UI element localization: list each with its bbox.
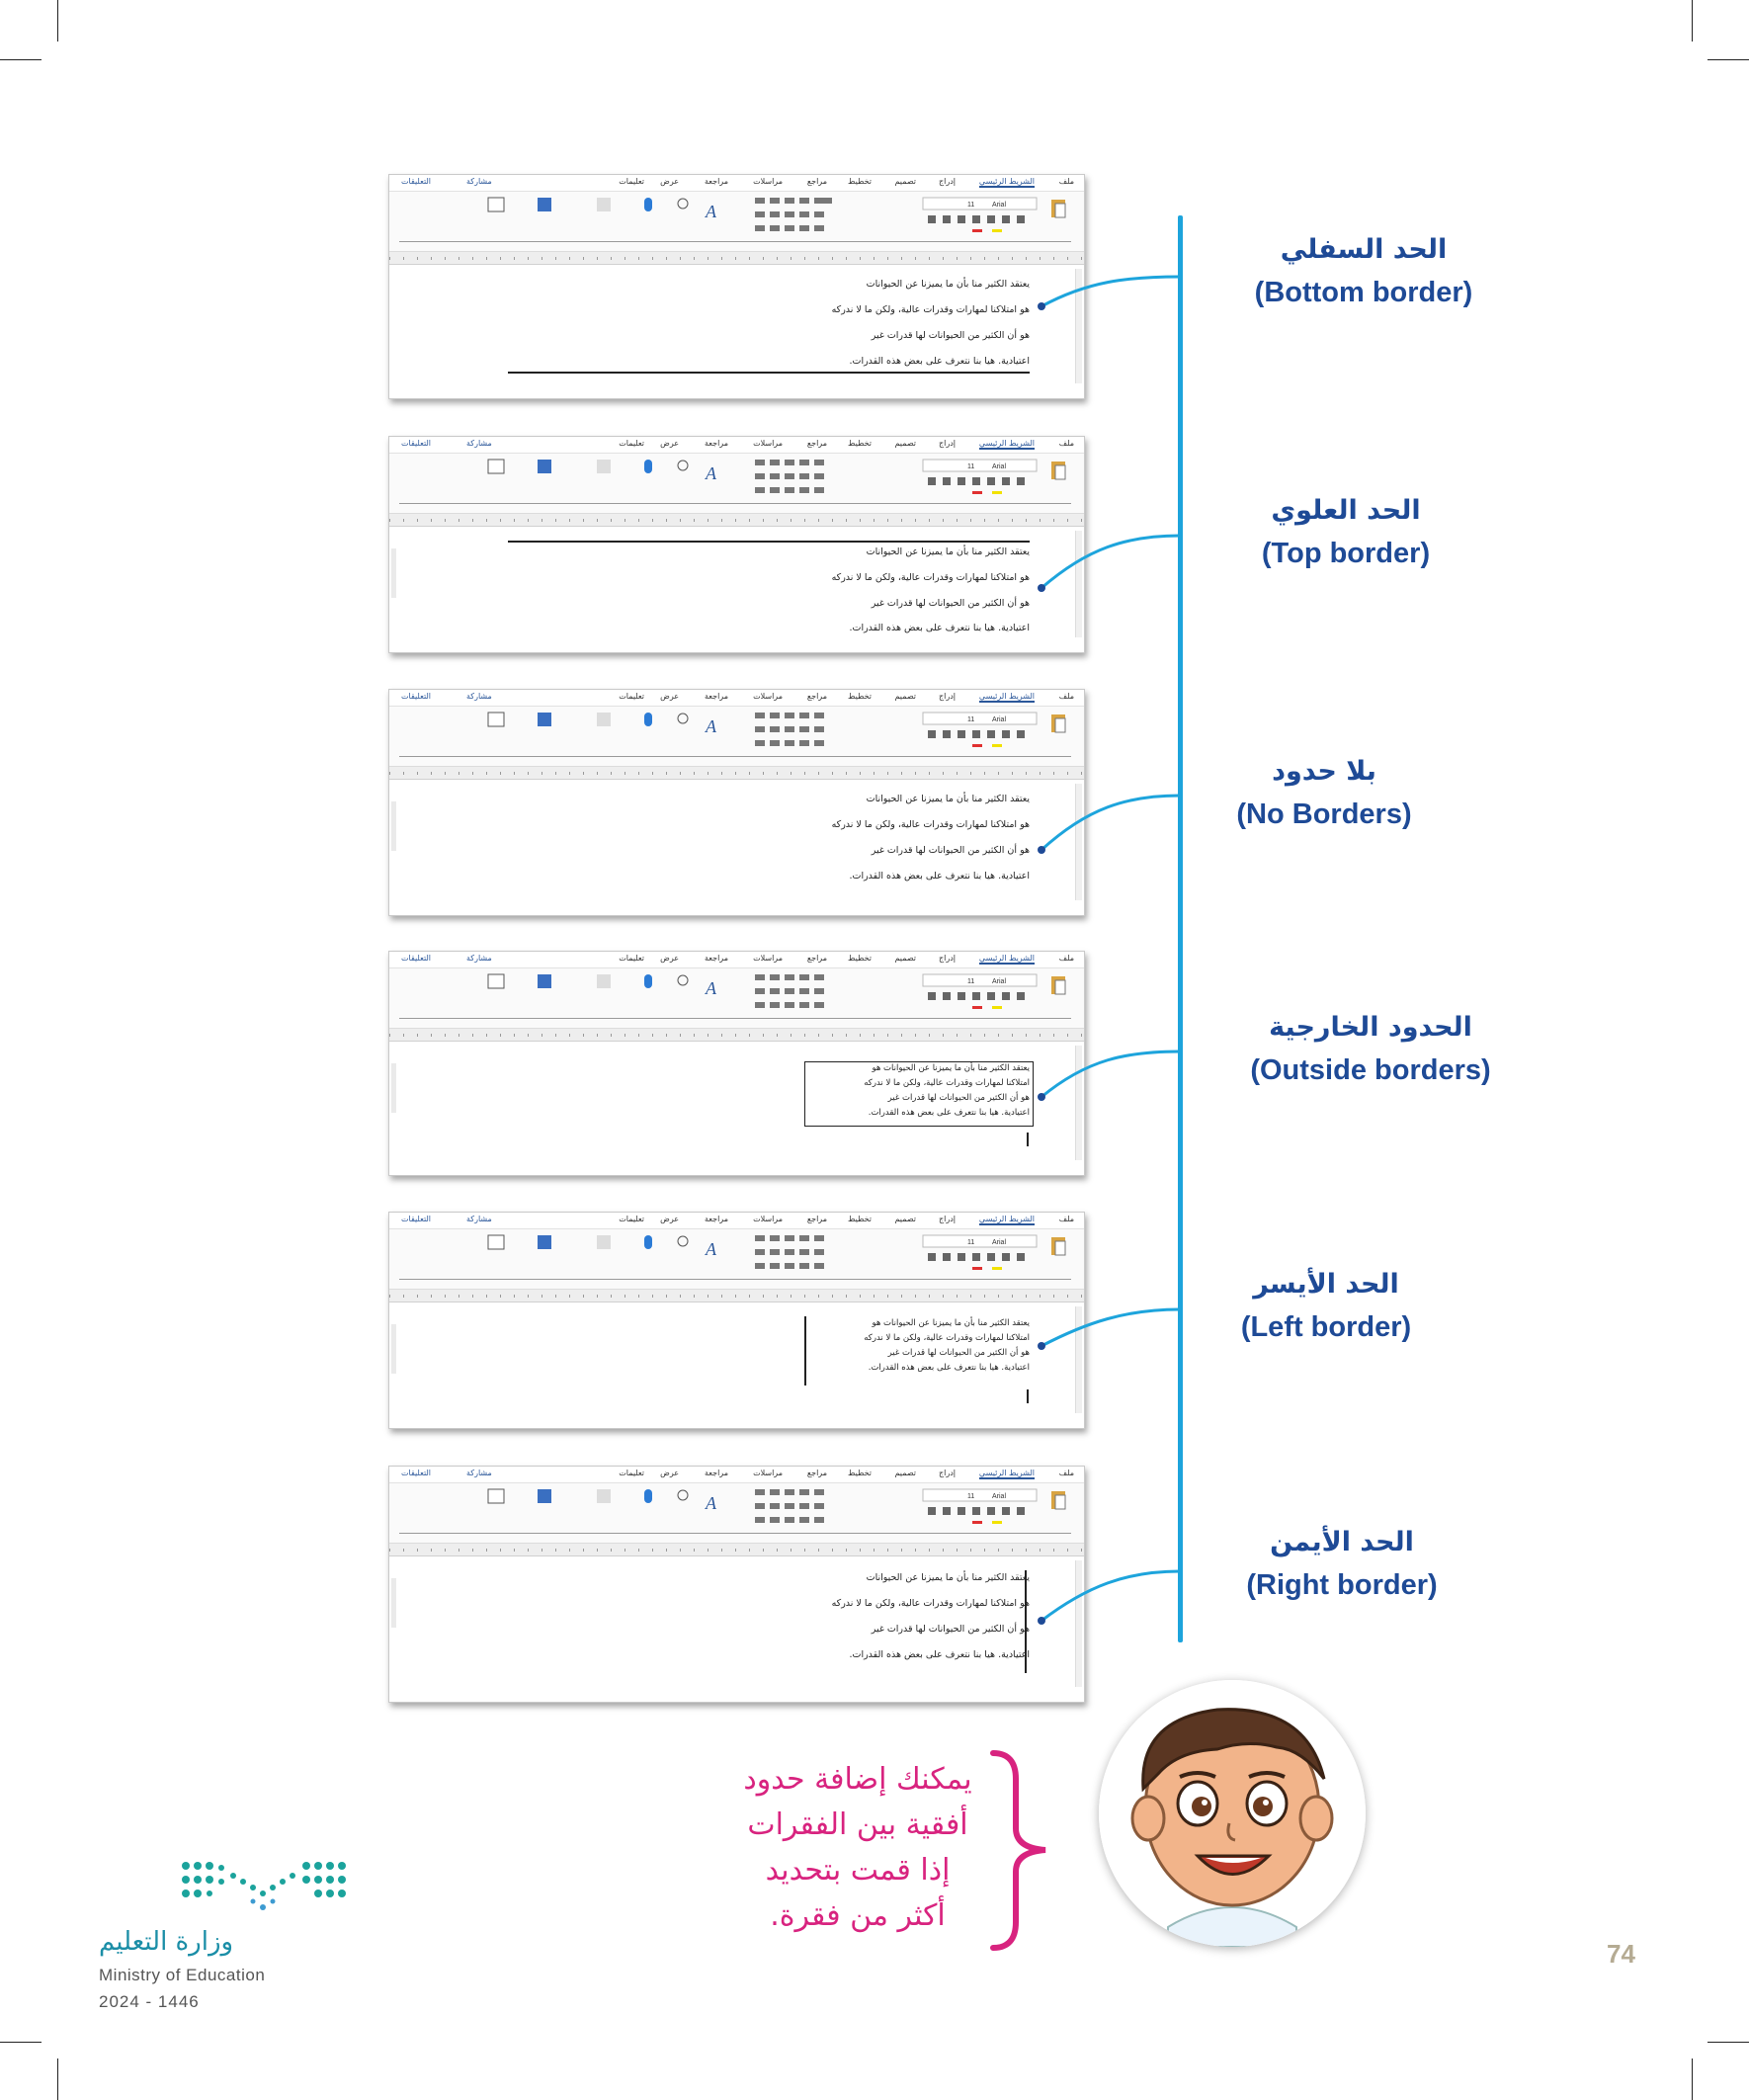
tab-home[interactable]: الشريط الرئيسي [978,692,1035,701]
tab-design[interactable]: تصميم [894,1469,916,1477]
label-outside-borders [1208,1008,1534,1093]
tab-help[interactable]: تعليمات [619,692,644,701]
tab-review[interactable]: مراجعة [704,954,728,963]
svg-text:11: 11 [967,1239,975,1246]
tab-design[interactable]: تصميم [894,1215,916,1223]
tab-help[interactable]: تعليمات [619,439,644,448]
tab-home[interactable]: الشريط الرئيسي [978,1469,1035,1477]
doc-line: اعتيادية. هيا بنا نتعرف على بعض هذه القدرات. [868,1363,1030,1373]
share-button[interactable]: مشاركة [466,1215,492,1223]
tab-insert[interactable]: إدراج [938,1215,956,1223]
tab-view[interactable]: عرض [660,954,679,963]
svg-text:Arial: Arial [992,1493,1007,1500]
tab-view[interactable]: عرض [660,1215,679,1223]
tab-file[interactable]: ملف [1058,177,1074,186]
ministry-name-ar: وزارة التعليم [99,1927,234,1957]
share-button[interactable]: مشاركة [466,1469,492,1477]
svg-text:Arial: Arial [992,202,1007,209]
svg-text:11: 11 [967,716,975,723]
tab-view[interactable]: عرض [660,1469,679,1477]
tab-layout[interactable]: تخطيط [848,177,872,186]
doc-line: يعتقد الكثير منا بأن ما يميزنا عن الحيوانات هو [872,1063,1030,1073]
label-ar: الحد الأيمن [1270,1527,1414,1557]
comments-button[interactable]: التعليقات [401,177,432,186]
tab-design[interactable]: تصميم [894,439,916,448]
label-right-border [1194,1523,1490,1608]
share-button[interactable]: مشاركة [466,954,492,963]
tab-file[interactable]: ملف [1058,1469,1074,1477]
comments-button[interactable]: التعليقات [401,692,432,701]
label-top-border [1198,491,1494,576]
svg-text:Arial: Arial [992,1239,1007,1246]
doc-line: اعتيادية. هيا بنا نتعرف على بعض هذه القدرات. [849,1649,1030,1660]
doc-line: هو امتلاكنا لمهارات وقدرات عالية، ولكن ما لا ندركه [831,304,1030,315]
tab-view[interactable]: عرض [660,439,679,448]
tab-help[interactable]: تعليمات [619,954,644,963]
tab-file[interactable]: ملف [1058,439,1074,448]
tab-layout[interactable]: تخطيط [848,1215,872,1223]
doc-line: اعتيادية. هيا بنا نتعرف على بعض هذه القدرات. [849,356,1030,367]
ministry-year: 2024 - 1446 [99,1992,200,2011]
ministry-logo-icon [178,1858,356,1917]
doc-line: اعتيادية. هيا بنا نتعرف على بعض هذه القدرات. [849,871,1030,882]
tab-file[interactable]: ملف [1058,692,1074,701]
doc-line: هو أن الكثير من الحيوانات لها قدرات غير [871,330,1030,341]
svg-text:A: A [706,463,716,483]
label-left-border [1178,1265,1474,1350]
svg-text:A: A [706,1493,716,1513]
tab-layout[interactable]: تخطيط [848,692,872,701]
svg-text:11: 11 [967,463,975,470]
tab-mailings[interactable]: مراسلات [753,439,783,448]
tab-file[interactable]: ملف [1058,1215,1074,1223]
label-en: (Left border) [1240,1311,1412,1343]
tab-review[interactable]: مراجعة [704,1469,728,1477]
doc-line: امتلاكنا لمهارات وقدرات عالية، ولكن ما لا ندركه [864,1078,1030,1088]
doc-line: هو أن الكثير من الحيوانات لها قدرات غير [871,845,1030,856]
comments-button[interactable]: التعليقات [401,1469,432,1477]
tab-design[interactable]: تصميم [894,177,916,186]
doc-line: يعتقد الكثير منا بأن ما يميزنا عن الحيوانات [866,794,1030,804]
label-bottom-border [1215,230,1512,315]
tab-home[interactable]: الشريط الرئيسي [978,177,1035,186]
share-button[interactable]: مشاركة [466,692,492,701]
tab-home[interactable]: الشريط الرئيسي [978,439,1035,448]
tab-references[interactable]: مراجع [806,439,827,448]
doc-line: هو امتلاكنا لمهارات وقدرات عالية، ولكن ما لا ندركه [831,572,1030,583]
tab-layout[interactable]: تخطيط [848,439,872,448]
tab-insert[interactable]: إدراج [938,439,956,448]
tab-layout[interactable]: تخطيط [848,1469,872,1477]
tab-view[interactable]: عرض [660,692,679,701]
tab-insert[interactable]: إدراج [938,1469,956,1477]
svg-text:11: 11 [967,1493,975,1500]
doc-line: يعتقد الكثير منا بأن ما يميزنا عن الحيوانات [866,546,1030,557]
tip-note [729,1757,986,1939]
tab-help[interactable]: تعليمات [619,1469,644,1477]
doc-line: يعتقد الكثير منا بأن ما يميزنا عن الحيوانات [866,279,1030,290]
tab-mailings[interactable]: مراسلات [753,692,783,701]
label-ar: الحد العلوي [1271,495,1421,526]
tab-references[interactable]: مراجع [806,177,827,186]
tab-design[interactable]: تصميم [894,692,916,701]
label-no-borders [1176,752,1472,837]
tab-references[interactable]: مراجع [806,1215,827,1223]
doc-line: يعتقد الكثير منا بأن ما يميزنا عن الحيوانات [866,1572,1030,1583]
tab-review[interactable]: مراجعة [704,439,728,448]
doc-line: هو أن الكثير من الحيوانات لها قدرات غير [887,1093,1030,1103]
label-en: (Bottom border) [1254,277,1473,308]
svg-text:Arial: Arial [992,978,1007,985]
tab-mailings[interactable]: مراسلات [753,1215,783,1223]
tab-references[interactable]: مراجع [806,1469,827,1477]
doc-line: امتلاكنا لمهارات وقدرات عالية، ولكن ما لا ندركه [864,1333,1030,1343]
tab-help[interactable]: تعليمات [619,177,644,186]
tab-home[interactable]: الشريط الرئيسي [978,1215,1035,1223]
ministry-name-en: Ministry of Education [99,1966,266,1984]
svg-text:A: A [706,202,716,221]
doc-line: هو امتلاكنا لمهارات وقدرات عالية، ولكن ما لا ندركه [831,1598,1030,1609]
tab-view[interactable]: عرض [660,177,679,186]
label-ar: الحدود الخارجية [1269,1012,1472,1043]
label-ar: الحد السفلي [1280,234,1448,265]
boy-face-icon [1099,1680,1366,1947]
tab-references[interactable]: مراجع [806,954,827,963]
svg-text:A: A [706,978,716,998]
tab-design[interactable]: تصميم [894,954,916,963]
tab-mailings[interactable]: مراسلات [753,954,783,963]
tab-references[interactable]: مراجع [806,692,827,701]
svg-text:11: 11 [967,978,975,985]
page-number: 74 [1607,1939,1635,1969]
label-ar: بلا حدود [1272,756,1376,787]
share-button[interactable]: مشاركة [466,177,492,186]
tab-mailings[interactable]: مراسلات [753,1469,783,1477]
doc-line: اعتيادية. هيا بنا نتعرف على بعض هذه القدرات. [868,1108,1030,1118]
tip-line: أفقية بين الفقرات [747,1807,968,1842]
svg-text:A: A [706,716,716,736]
doc-line: اعتيادية. هيا بنا نتعرف على بعض هذه القدرات. [849,623,1030,633]
doc-line: هو أن الكثير من الحيوانات لها قدرات غير [871,1624,1030,1635]
tab-insert[interactable]: إدراج [938,692,956,701]
tab-mailings[interactable]: مراسلات [753,177,783,186]
svg-text:Arial: Arial [992,716,1007,723]
comments-button[interactable]: التعليقات [401,954,432,963]
tab-insert[interactable]: إدراج [938,954,956,963]
label-en: (Right border) [1246,1569,1438,1601]
doc-line: هو أن الكثير من الحيوانات لها قدرات غير [871,598,1030,609]
label-en: (No Borders) [1236,798,1412,830]
brace-icon [988,1749,1057,1952]
tab-home[interactable]: الشريط الرئيسي [978,954,1035,963]
svg-text:11: 11 [967,202,975,209]
tab-layout[interactable]: تخطيط [848,954,872,963]
comments-button[interactable]: التعليقات [401,1215,432,1223]
student-avatar [1099,1680,1366,1947]
tab-file[interactable]: ملف [1058,954,1074,963]
label-en: (Top border) [1261,538,1431,569]
tip-line: يمكنك إضافة حدود [743,1762,972,1797]
share-button[interactable]: مشاركة [466,439,492,448]
tab-review[interactable]: مراجعة [704,177,728,186]
label-en: (Outside borders) [1250,1054,1491,1086]
label-ar: الحد الأيسر [1253,1269,1399,1300]
svg-text:Arial: Arial [992,463,1007,470]
svg-text:A: A [706,1239,716,1259]
tip-line: إذا قمت بتحديد [765,1853,951,1888]
comments-button[interactable]: التعليقات [401,439,432,448]
tip-line: أكثر من فقرة. [770,1898,946,1933]
doc-line: هو أن الكثير من الحيوانات لها قدرات غير [887,1348,1030,1358]
tab-review[interactable]: مراجعة [704,1215,728,1223]
tab-help[interactable]: تعليمات [619,1215,644,1223]
tab-review[interactable]: مراجعة [704,692,728,701]
doc-line: يعتقد الكثير منا بأن ما يميزنا عن الحيوانات هو [872,1318,1030,1328]
tab-insert[interactable]: إدراج [938,177,956,186]
doc-line: هو امتلاكنا لمهارات وقدرات عالية، ولكن ما لا ندركه [831,819,1030,830]
